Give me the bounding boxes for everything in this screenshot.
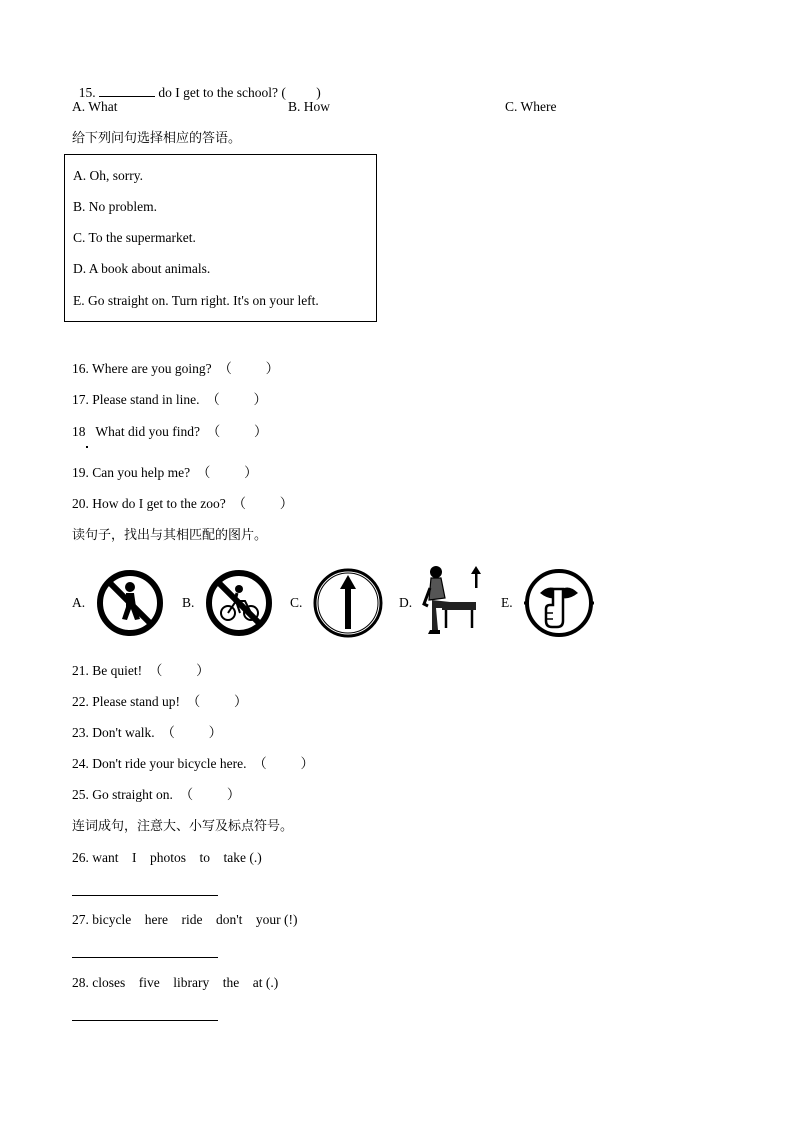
picture-letter-d: D. bbox=[399, 595, 413, 610]
question-27: 27. bicycle here ride don't your (!) bbox=[72, 912, 298, 927]
question-number: 15. bbox=[78, 85, 96, 100]
question-25: 25. Go straight on. （ ） bbox=[72, 787, 241, 802]
reply-choice-a: A. Oh, sorry. bbox=[73, 168, 143, 183]
question-19: 19. Can you help me? （ ） bbox=[72, 465, 258, 480]
straight-arrow-sign-icon bbox=[312, 567, 384, 639]
picture-letter-b: B. bbox=[182, 595, 195, 610]
reply-choice-d: D. A book about animals. bbox=[73, 261, 211, 276]
question-text: do I get to the school? ( ) bbox=[158, 85, 321, 100]
section-instruction-reply: 给下列问句选择相应的答语。 bbox=[72, 131, 242, 146]
quiet-finger-on-lips-icon bbox=[522, 567, 596, 639]
no-walking-sign-icon bbox=[96, 569, 164, 637]
question-23: 23. Don't walk. （ ） bbox=[72, 725, 223, 740]
answer-line-27[interactable] bbox=[72, 957, 218, 958]
question-22: 22. Please stand up! （ ） bbox=[72, 694, 248, 709]
answer-line-28[interactable] bbox=[72, 1020, 218, 1021]
stray-dot bbox=[86, 446, 88, 448]
question-18: 18 What did you find? （ ） bbox=[72, 424, 268, 439]
section-instruction-pictures: 读句子，找出与其相匹配的图片。 bbox=[72, 528, 268, 543]
question-16: 16. Where are you going? （ ） bbox=[72, 361, 280, 376]
no-bicycle-sign-icon bbox=[205, 569, 273, 637]
reply-choice-e: E. Go straight on. Turn right. It's on your left. bbox=[73, 293, 319, 308]
reply-choice-b: B. No problem. bbox=[73, 199, 157, 214]
picture-letter-a: A. bbox=[72, 595, 86, 610]
answer-blank[interactable] bbox=[99, 84, 155, 97]
question-15 bbox=[72, 68, 321, 101]
reply-choice-c: C. To the supermarket. bbox=[73, 230, 196, 245]
question-28: 28. closes five library the at (.) bbox=[72, 975, 279, 990]
picture-letter-e: E. bbox=[501, 595, 513, 610]
option-a: A. What bbox=[72, 99, 118, 114]
question-24: 24. Don't ride your bicycle here. （ ） bbox=[72, 756, 314, 771]
option-c: C. Where bbox=[505, 99, 557, 114]
option-b: B. How bbox=[288, 99, 331, 114]
reply-choices-box bbox=[64, 154, 377, 322]
section-instruction-order: 连词成句，注意大、小写及标点符号。 bbox=[72, 819, 294, 834]
stand-up-person-icon bbox=[420, 562, 490, 646]
answer-line-26[interactable] bbox=[72, 895, 218, 896]
question-17: 17. Please stand in line. （ ） bbox=[72, 392, 267, 407]
picture-letter-c: C. bbox=[290, 595, 303, 610]
question-21: 21. Be quiet! （ ） bbox=[72, 663, 210, 678]
question-26: 26. want I photos to take (.) bbox=[72, 850, 262, 865]
question-20: 20. How do I get to the zoo? （ ） bbox=[72, 496, 294, 511]
